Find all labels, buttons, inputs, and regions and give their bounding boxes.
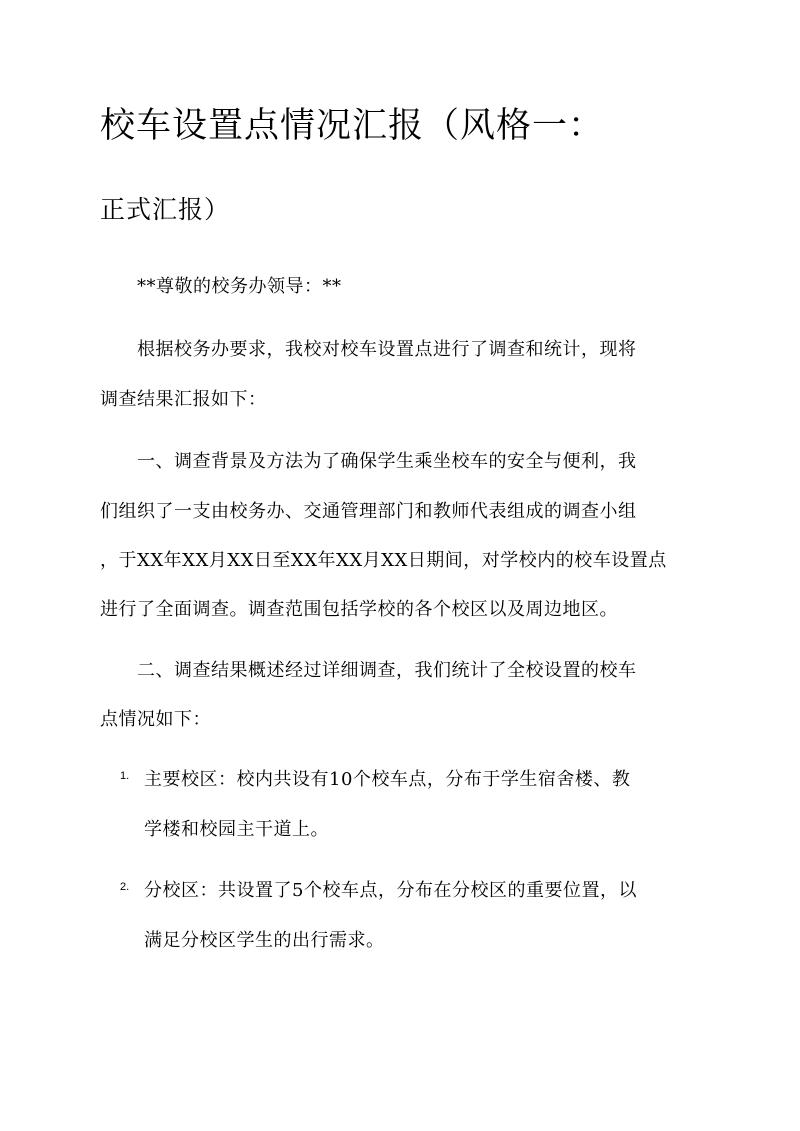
section1-line-1: 一、调查背景及方法为了确保学生乘坐校车的安全与便利，我 — [137, 451, 637, 472]
list-item-1-line-1: 主要校区：校内共设有10个校车点，分布于学生宿舍楼、教 — [144, 769, 631, 790]
document-title-line-1: 校车设置点情况汇报（风格一： — [100, 106, 605, 146]
list-item-2-line-1: 分校区：共设置了5个校车点，分布在分校区的重要位置，以 — [144, 880, 637, 901]
document-title-line-2: 正式汇报） — [100, 195, 231, 224]
salutation: **尊敬的校务办领导：** — [137, 276, 342, 297]
list-item-1-line-2: 学楼和校园主干道上。 — [144, 819, 329, 840]
section1-line-4: 进行了全面调查。调查范围包括学校的各个校区以及周边地区。 — [100, 599, 618, 620]
section1-line-2: 们组织了一支由校务办、交通管理部门和教师代表组成的调查小组 — [100, 501, 637, 522]
intro-line-2: 调查结果汇报如下： — [100, 389, 267, 410]
list-item-2-number: 2. — [120, 881, 130, 893]
list-item-2-line-2: 满足分校区学生的出行需求。 — [144, 930, 385, 951]
section2-line-2: 点情况如下： — [100, 709, 211, 730]
section1-line-3: ，于XX年XX月XX日至XX年XX月XX日期间，对学校内的校车设置点 — [100, 550, 667, 571]
section2-line-1: 二、调查结果概述经过详细调查，我们统计了全校设置的校车 — [137, 660, 637, 681]
intro-line-1: 根据校务办要求，我校对校车设置点进行了调查和统计，现将 — [137, 339, 637, 360]
list-item-1-number: 1. — [120, 770, 130, 782]
